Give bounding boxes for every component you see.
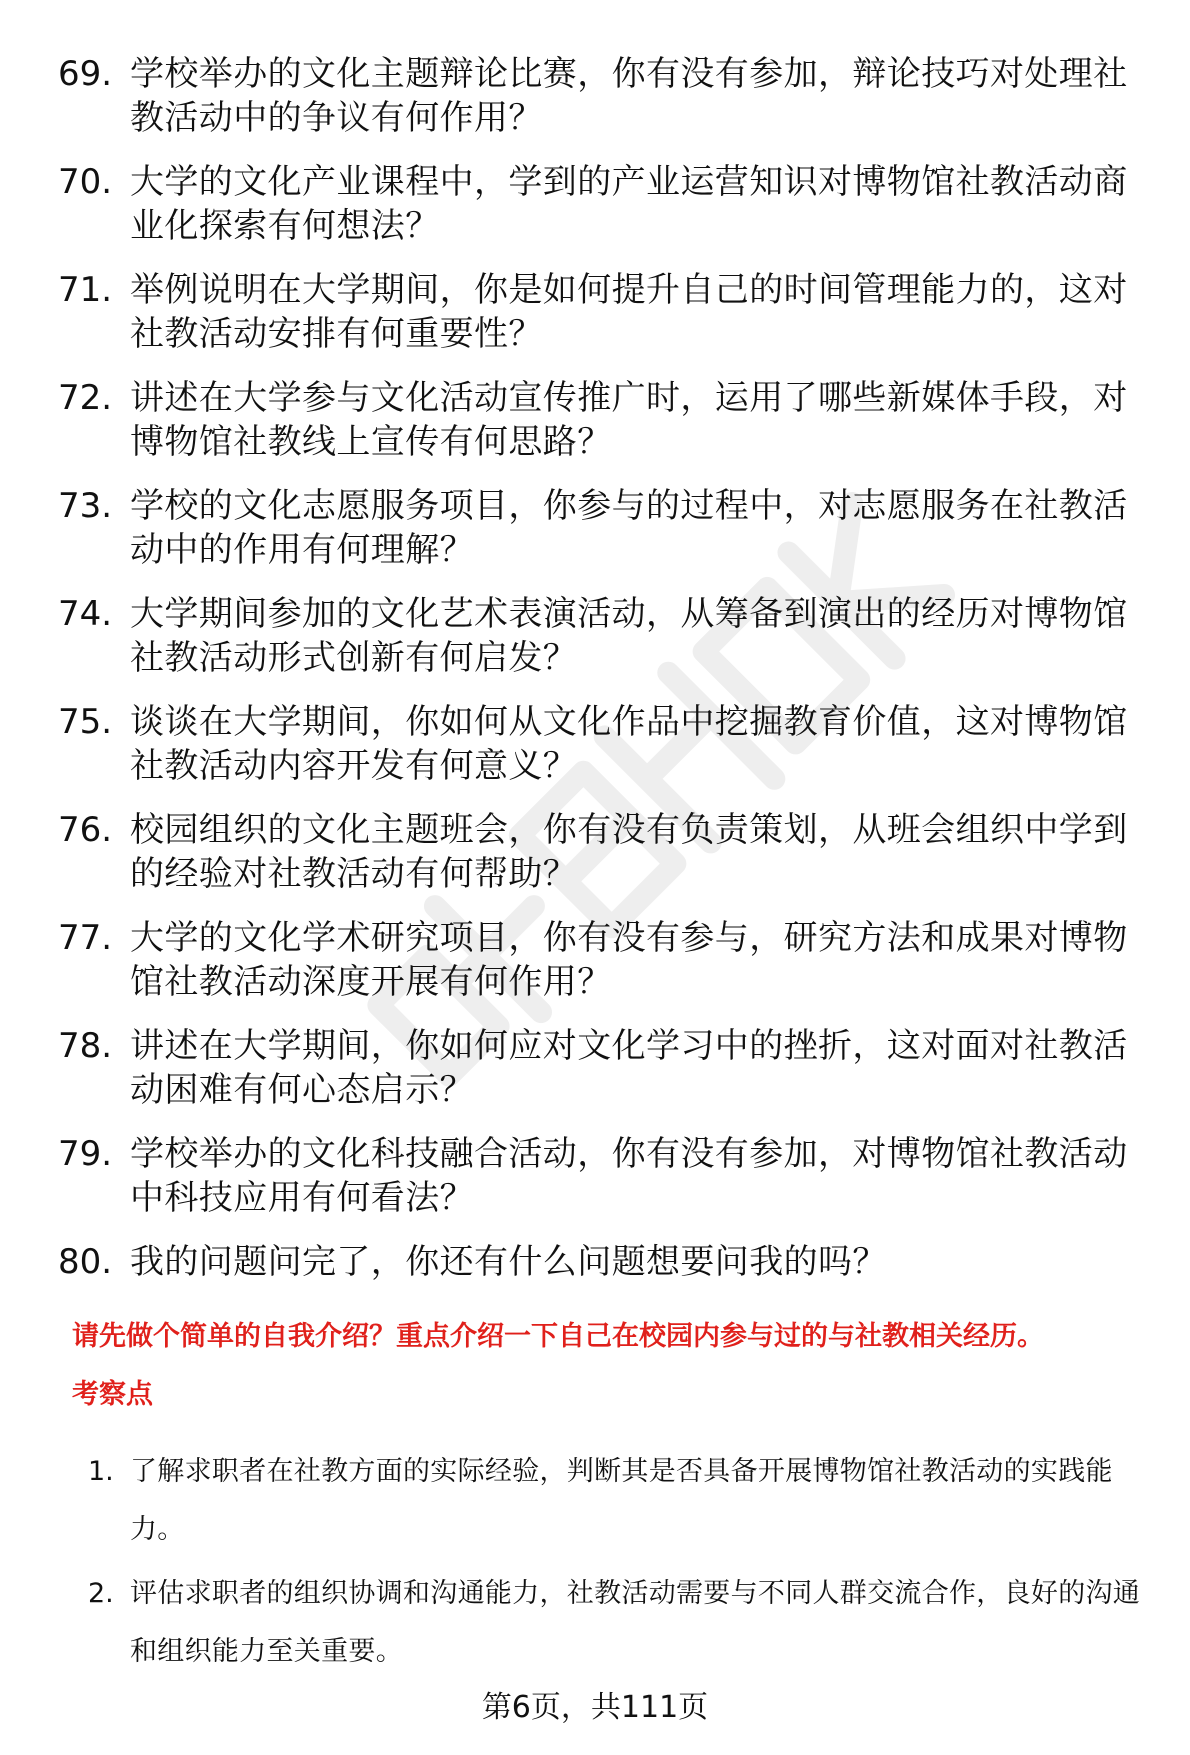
assessment-point <box>88 1565 1158 1681</box>
question-item <box>58 916 1148 1004</box>
question-number: 74. <box>58 594 113 634</box>
question-item <box>58 52 1148 140</box>
question-number: 77. <box>58 918 113 958</box>
question-text: 校园组织的文化主题班会，你有没有负责策划，从班会组织中学到的经验对社教活动有何帮助？ <box>130 810 1128 894</box>
question-item <box>58 1132 1148 1220</box>
question-number: 79. <box>58 1134 113 1174</box>
question-text: 学校举办的文化科技融合活动，你有没有参加，对博物馆社教活动中科技应用有何看法？ <box>130 1134 1128 1218</box>
question-item <box>58 1240 1148 1284</box>
question-text: 大学期间参加的文化艺术表演活动，从筹备到演出的经历对博物馆社教活动形式创新有何启发？ <box>130 594 1128 678</box>
question-number: 73. <box>58 486 113 526</box>
question-text: 大学的文化产业课程中，学到的产业运营知识对博物馆社教活动商业化探索有何想法？ <box>130 162 1128 246</box>
question-item <box>58 1024 1148 1112</box>
page-footer: 第6页，共111页 <box>481 1690 709 1725</box>
question-number: 71. <box>58 270 113 310</box>
question-text: 谈谈在大学期间，你如何从文化作品中挖掘教育价值，这对博物馆社教活动内容开发有何意义？ <box>130 702 1128 786</box>
question-text: 我的问题问完了，你还有什么问题想要问我的吗？ <box>130 1242 887 1282</box>
question-number: 69. <box>58 54 113 94</box>
question-item <box>58 268 1148 356</box>
point-text: 了解求职者在社教方面的实际经验，判断其是否具备开展博物馆社教活动的实践能力。 <box>130 1456 1113 1545</box>
point-number: 2. <box>88 1578 114 1609</box>
question-text: 讲述在大学期间，你如何应对文化学习中的挫折，这对面对社教活动困难有何心态启示？ <box>130 1026 1128 1110</box>
question-text: 举例说明在大学期间，你是如何提升自己的时间管理能力的，这对社教活动安排有何重要性？ <box>130 270 1128 354</box>
question-number: 70. <box>58 162 113 202</box>
question-number: 75. <box>58 702 113 742</box>
question-text: 学校的文化志愿服务项目，你参与的过程中，对志愿服务在社教活动中的作用有何理解？ <box>130 486 1128 570</box>
question-item <box>58 592 1148 680</box>
question-item <box>58 700 1148 788</box>
question-item <box>58 484 1148 572</box>
assessment-point-list <box>88 1443 1158 1687</box>
question-number: 72. <box>58 378 113 418</box>
question-item <box>58 808 1148 896</box>
section-subheading: 考察点 <box>72 1379 153 1410</box>
point-number: 1. <box>88 1456 114 1487</box>
question-item <box>58 376 1148 464</box>
question-text: 讲述在大学参与文化活动宣传推广时，运用了哪些新媒体手段，对博物馆社教线上宣传有何思路？ <box>130 378 1128 462</box>
question-number: 80. <box>58 1242 113 1282</box>
section-heading: 请先做个简单的自我介绍？重点介绍一下自己在校园内参与过的与社教相关经历。 <box>72 1321 1044 1352</box>
question-number: 76. <box>58 810 113 850</box>
assessment-point <box>88 1443 1158 1559</box>
question-list <box>58 52 1148 1304</box>
question-number: 78. <box>58 1026 113 1066</box>
question-item <box>58 160 1148 248</box>
question-text: 学校举办的文化主题辩论比赛，你有没有参加，辩论技巧对处理社教活动中的争议有何作用？ <box>130 54 1128 138</box>
question-text: 大学的文化学术研究项目，你有没有参与，研究方法和成果对博物馆社教活动深度开展有何作用？ <box>130 918 1128 1002</box>
point-text: 评估求职者的组织协调和沟通能力，社教活动需要与不同人群交流合作，良好的沟通和组织能力至关重要。 <box>130 1578 1141 1667</box>
